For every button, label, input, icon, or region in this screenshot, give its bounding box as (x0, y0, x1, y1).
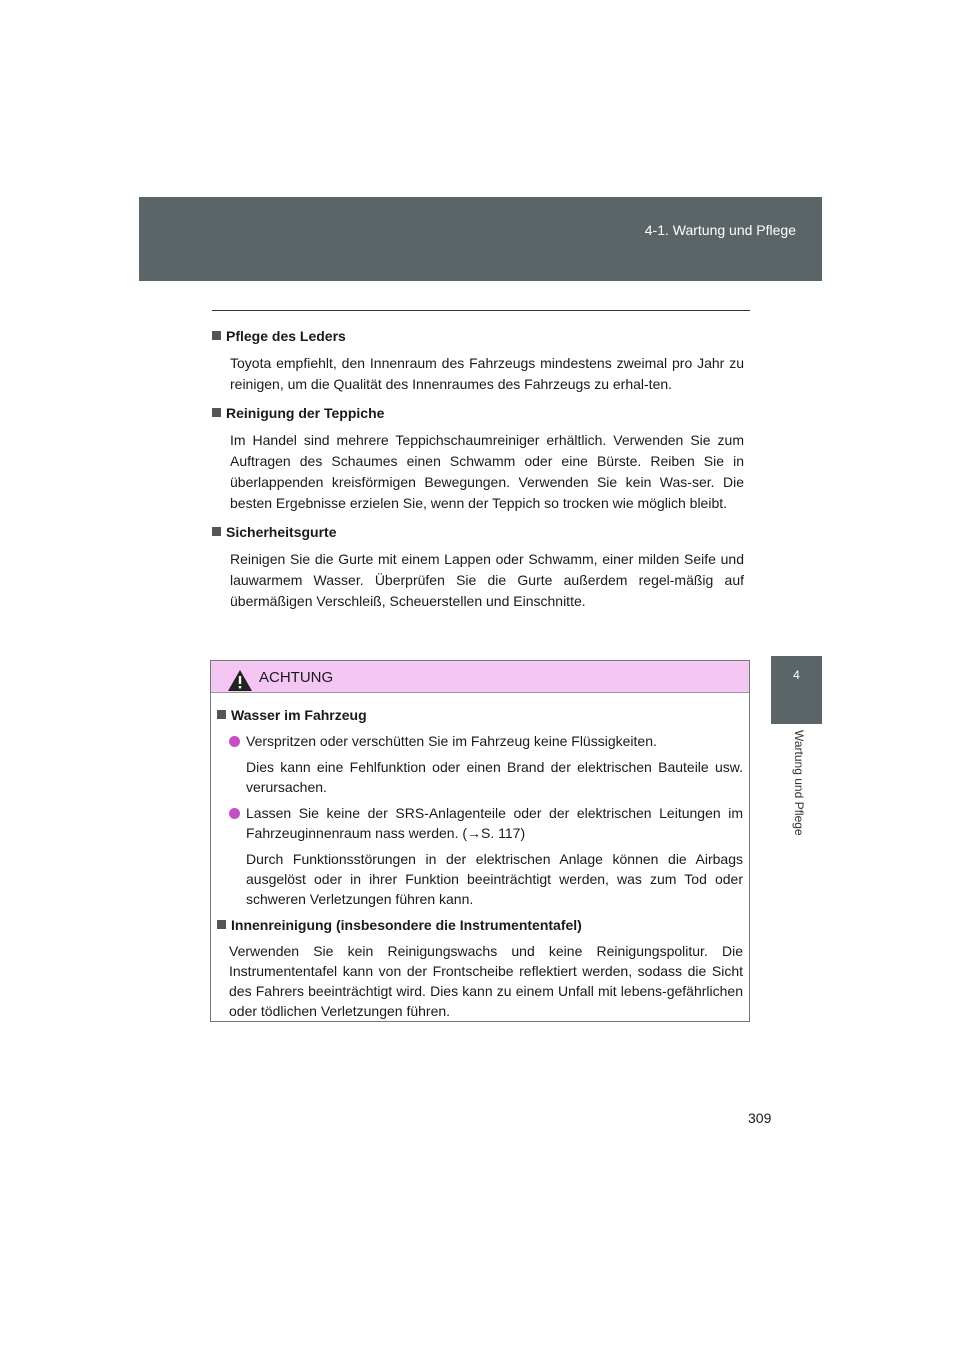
warning-bullet-continuation: Dies kann eine Fehlfunktion oder einen Brand der elektrischen Bauteile usw. verursachen. (246, 759, 743, 795)
square-bullet-icon (212, 331, 221, 340)
section-title: 4-1. Wartung und Pflege (644, 222, 796, 238)
section-heading: Reinigung der Teppiche (212, 403, 744, 424)
warning-text: Verwenden Sie kein Reinigungswachs und keine Reinigungspolitur. Die Instrumententafel kann von der Frontscheibe reflektiert werden, sodass die Sicht des Fahrers beeinträchtigt wird. Dies kann zu einem Unfall mit lebens-gefährlichen oder tödlichen Verletzungen führen. (229, 943, 743, 1019)
round-bullet-icon (229, 736, 240, 747)
warning-header (211, 661, 749, 693)
section-text: Im Handel sind mehrere Teppichschaumreiniger erhältlich. Verwenden Sie zum Auftragen des Schaumes einen Schwamm oder eine Bürste. Reiben Sie in überlappenden kreisförmigen Bewegungen. Verwenden Sie kein Was-ser. Die besten Ergebnisse erzielen Sie, wenn der Teppich so trocken wie möglich bleibt. (230, 432, 744, 511)
warning-bullet-continuation: Durch Funktionsstörungen in der elektrischen Anlage können die Airbags ausgelöst oder in ihrer Funktion beeinträchtigt werden, was zum Tod oder schweren Verletzungen führen kann. (246, 851, 743, 907)
page-number: 309 (748, 1110, 772, 1126)
warning-box (210, 660, 750, 1022)
chapter-label: Wartung und Pflege (792, 730, 806, 836)
section-text: Reinigen Sie die Gurte mit einem Lappen oder Schwamm, einer milden Seife und lauwarmem Wasser. Überprüfen Sie die Gurte außerdem regel-mäßig auf übermäßigen Verschleiß, Scheuerstellen und Einschnitte. (230, 551, 744, 609)
header-band (139, 197, 822, 281)
warning-bullet: Verspritzen oder verschütten Sie im Fahrzeug keine Flüssigkeiten. (229, 731, 743, 751)
square-bullet-icon (212, 408, 221, 417)
warning-bullet: Lassen Sie keine der SRS-Anlagenteile oder der elektrischen Leitungen im Fahrzeuginnenraum nass werden. (→S. 117) (229, 803, 743, 843)
warning-heading: Innenreinigung (insbesondere die Instrumententafel) (217, 915, 743, 935)
round-bullet-icon (229, 808, 240, 819)
square-bullet-icon (217, 710, 226, 719)
warning-triangle-icon (228, 670, 252, 691)
section-heading: Sicherheitsgurte (212, 522, 744, 543)
section-heading: Pflege des Leders (212, 326, 744, 347)
divider (212, 310, 750, 311)
main-content (212, 326, 744, 620)
chapter-tab: 4 (771, 656, 822, 724)
section-text: Toyota empfiehlt, den Innenraum des Fahrzeugs mindestens zweimal pro Jahr zu reinigen, um die Qualität des Innenraumes des Fahrzeugs zu erhal-ten. (230, 355, 744, 392)
square-bullet-icon (212, 527, 221, 536)
warning-body (211, 693, 749, 1021)
square-bullet-icon (217, 920, 226, 929)
warning-title: ACHTUNG (259, 669, 334, 686)
warning-heading: Wasser im Fahrzeug (217, 705, 743, 725)
